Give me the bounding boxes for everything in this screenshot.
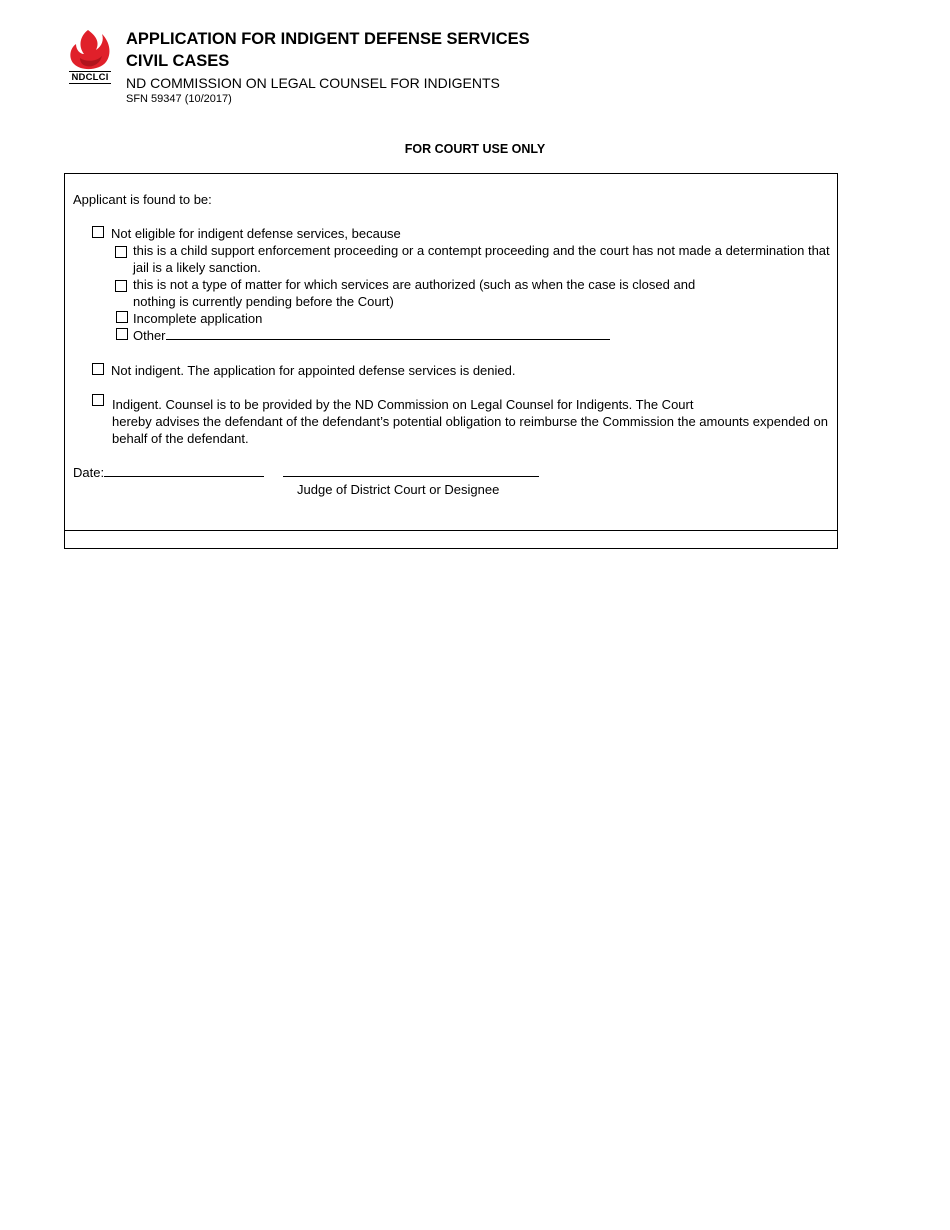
form-number: SFN 59347 (10/2017) (126, 93, 232, 105)
date-row (73, 464, 264, 481)
signature-label: Judge of District Court or Designee (297, 482, 500, 497)
date-label: Date: (73, 465, 105, 480)
reason-not-authorized-checkbox[interactable] (115, 280, 127, 292)
form-title: APPLICATION FOR INDIGENT DEFENSE SERVICES (126, 30, 530, 48)
logo-label: NDCLCI (69, 71, 111, 84)
signature-row (283, 464, 539, 481)
not-eligible-label: Not eligible for indigent defense services, because (111, 226, 401, 241)
not-eligible-checkbox[interactable] (92, 226, 104, 238)
reason-other-field[interactable] (166, 327, 610, 340)
reason-not-authorized-line2: nothing is currently pending before the Court) (133, 294, 394, 309)
reason-child-support-checkbox[interactable] (115, 246, 127, 258)
reason-incomplete-label: Incomplete application (133, 311, 263, 326)
indigent-line1: Indigent. Counsel is to be provided by the ND Commission on Legal Counsel for Indigents. The Court (112, 397, 694, 412)
indigent-line2: hereby advises the defendant of the defendant’s potential obligation to reimburse the Commission the amounts expended on (112, 414, 828, 429)
court-use-box-footer (64, 530, 838, 549)
indigent-line3: behalf of the defendant. (112, 431, 249, 446)
reason-other-label: Other (133, 328, 166, 343)
reason-incomplete-checkbox[interactable] (116, 311, 128, 323)
not-indigent-checkbox[interactable] (92, 363, 104, 375)
reason-child-support-line1: this is a child support enforcement proceeding or a contempt proceeding and the court has not made a determination that (133, 243, 830, 258)
date-field[interactable] (104, 464, 264, 477)
signature-field[interactable] (283, 464, 539, 477)
form-subtitle: CIVIL CASES (126, 52, 230, 70)
agency-name: ND COMMISSION ON LEGAL COUNSEL FOR INDIGENTS (126, 75, 500, 91)
intro-text: Applicant is found to be: (73, 192, 212, 207)
flame-icon (66, 28, 114, 72)
not-indigent-label: Not indigent. The application for appointed defense services is denied. (111, 363, 516, 378)
indigent-checkbox[interactable] (92, 394, 104, 406)
reason-child-support-line2: jail is a likely sanction. (133, 260, 261, 275)
court-use-heading: FOR COURT USE ONLY (404, 142, 546, 156)
reason-other-row (133, 327, 610, 344)
reason-not-authorized-line1: this is not a type of matter for which services are authorized (such as when the case is closed and (133, 277, 696, 292)
reason-other-checkbox[interactable] (116, 328, 128, 340)
